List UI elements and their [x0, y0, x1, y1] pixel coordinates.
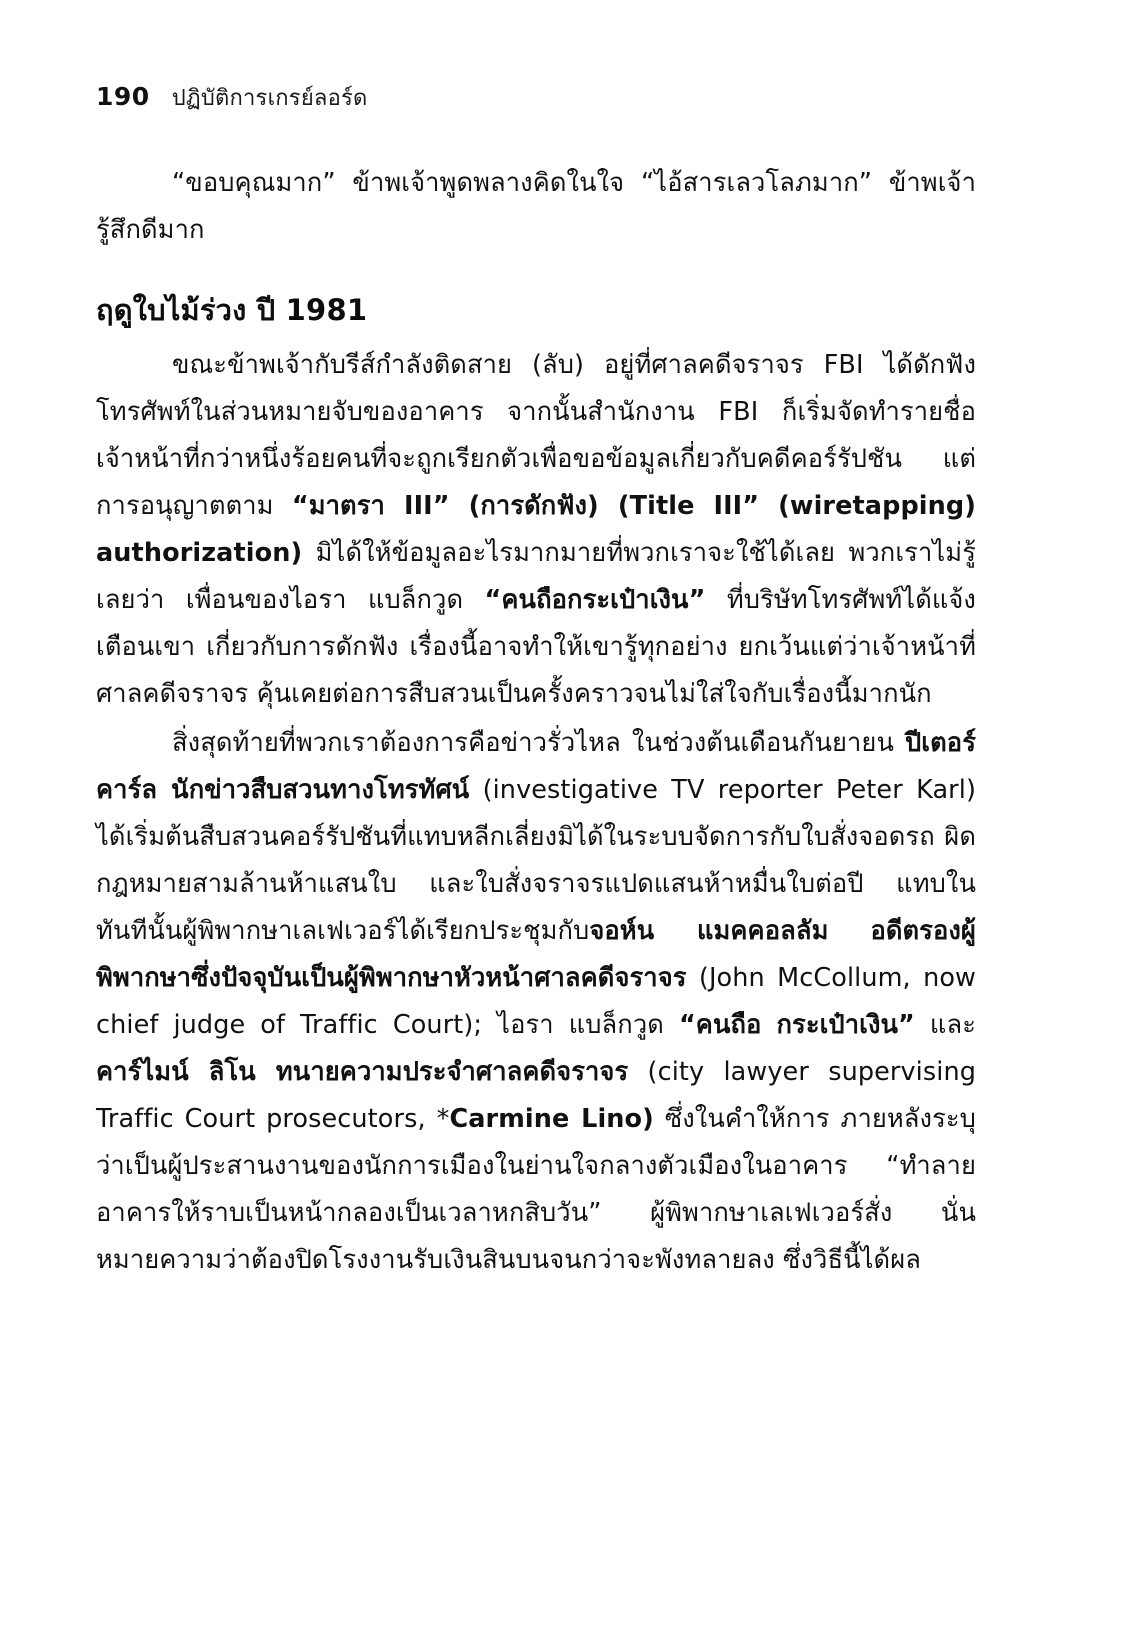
body-text-column: [96, 160, 976, 1286]
p2-line-7-bold: “คนถือ: [678, 1010, 762, 1040]
p2-line-12: นั่นหมายความว่าต้องปิดโรงงานรับเงินสินบนจนกว่าจะพังทลายลง ซึ่งวิธีนี้ได้ผล: [96, 1198, 976, 1275]
p2-line-1-pre: สิ่งสุดท้ายที่พวกเราต้องการคือข่าวรั่วไหล ในช่วงต้นเดือนกันยายน: [172, 728, 906, 758]
paragraph-opening: [96, 160, 976, 254]
p2-line-5-bold: จอห์น แมคคอลลัม: [589, 916, 829, 946]
p1-line-5-bold: authorization): [96, 538, 303, 568]
p2-line-6-bold: อดีตรองผู้พิพากษาซึ่งปัจจุบันเป็นผู้พิพากษาหัวหน้าศาลคดีจราจร: [96, 916, 976, 993]
p1-line-6-post: ที่บริษัทโทรศัพท์ได้แจ้งเตือนเขา: [96, 585, 976, 662]
p1-line-2: โทรศัพท์ในส่วนหมายจับของอาคาร จากนั้นสำนักงาน FBI ก็เริ่มจัดทำรายชื่อ: [96, 397, 976, 427]
p2-line-8-mid: และ: [914, 1010, 976, 1040]
p1-line-1: ขณะข้าพเจ้ากับรีส์กำลังติดสาย (ลับ) อยู่ที่ศาลคดีจราจร FBI ได้ดักฟัง: [172, 350, 976, 380]
p1-line-8: คุ้นเคยต่อการสืบสวนเป็นครั้งคราวจนไม่ใส่ใจกับเรื่องนี้มากนัก: [256, 679, 932, 709]
running-title: ปฏิบัติการเกรย์ลอร์ด: [171, 86, 368, 111]
p2-line-8-bold-a: กระเป๋าเงิน”: [776, 1010, 915, 1040]
opening-line-2: รู้สึกดีมาก: [96, 215, 205, 245]
p2-line-2-bold: คาร์ล นักข่าวสืบสวนทางโทรทัศน์: [96, 775, 470, 805]
p2-line-1-bold: ปีเตอร์: [905, 728, 976, 758]
p2-line-6-post: (John: [686, 963, 765, 993]
section-heading: ฤดูใบไม้ร่วง ปี 1981: [96, 293, 368, 327]
p2-line-10: ภายหลังระบุว่าเป็นผู้ประสานงานของนักการเมืองในย่านใจกลางตัวเมืองในอาคาร: [96, 1104, 976, 1181]
p1-line-4-bold: “มาตรา III” (การดักฟัง) (Title III” (wiretapping): [291, 491, 976, 521]
p2-line-8-post: (city lawyer: [628, 1057, 809, 1087]
running-head: [96, 80, 368, 115]
p1-line-7: เกี่ยวกับการดักฟัง เรื่องนี้อาจทำให้เขารู้ทุกอย่าง ยกเว้นแต่ว่าเจ้าหน้าที่ศาลคดีจราจร: [96, 632, 976, 709]
p2-line-9-post: ซึ่งในคำให้การ: [653, 1104, 830, 1134]
opening-line-1: “ขอบคุณมาก” ข้าพเจ้าพูดพลางคิดในใจ “ไอ้สารเลวโลภมาก” ข้าพเจ้า: [172, 168, 976, 198]
p2-line-9-bold: Carmine Lino): [449, 1104, 654, 1134]
p1-line-6-pre: เพื่อนของไอรา แบล็กวูด: [185, 585, 485, 615]
paragraph-1: [96, 342, 976, 718]
p2-line-5-pre: แทบในทันทีนั้นผู้พิพากษาเลเฟเวอร์ได้เรียกประชุมกับ: [96, 869, 976, 946]
p2-line-7-pre: McCollum, now chief judge of Traffic Court); ไอรา แบล็กวูด: [96, 963, 976, 1040]
paragraph-2: [96, 720, 976, 1284]
p2-line-11: “ทำลายอาคารให้ราบเป็นหน้ากลองเป็นเวลาหกสิบวัน” ผู้พิพากษาเลเฟเวอร์สั่ง: [96, 1151, 976, 1228]
p2-line-3: ได้เริ่มต้นสืบสวนคอร์รัปชันที่แทบหลีกเลี่ยงมิได้ในระบบจัดการกับใบสั่งจอดรถ: [96, 822, 935, 852]
page-number: 190: [96, 82, 150, 111]
p2-line-8-bold-b: คาร์ไมน์ ลิโน ทนายความประจำศาลคดีจราจร: [96, 1057, 629, 1087]
p2-line-4: ผิดกฎหมายสามล้านห้าแสนใบ และใบสั่งจราจรแปดแสนห้าหมื่นใบต่อปี: [96, 822, 976, 899]
p1-line-6-bold: “คนถือกระเป๋าเงิน”: [484, 585, 706, 615]
p2-line-2-post: (investigative TV reporter Peter Karl): [469, 775, 976, 805]
p2-line-9-pre: supervising Traffic Court prosecutors, *: [96, 1057, 976, 1134]
p1-line-3: เจ้าหน้าที่กว่าหนึ่งร้อยคนที่จะถูกเรียกตัวเพื่อขอข้อมูลเกี่ยวกับคดีคอร์รัปชัน: [96, 444, 902, 474]
p1-line-4-pre: แต่การอนุญาตตาม: [96, 444, 976, 521]
p1-line-5-post: มิได้ให้ข้อมูลอะไรมากมายที่พวกเราจะใช้ได้เลย พวกเราไม่รู้เลยว่า: [96, 538, 976, 615]
